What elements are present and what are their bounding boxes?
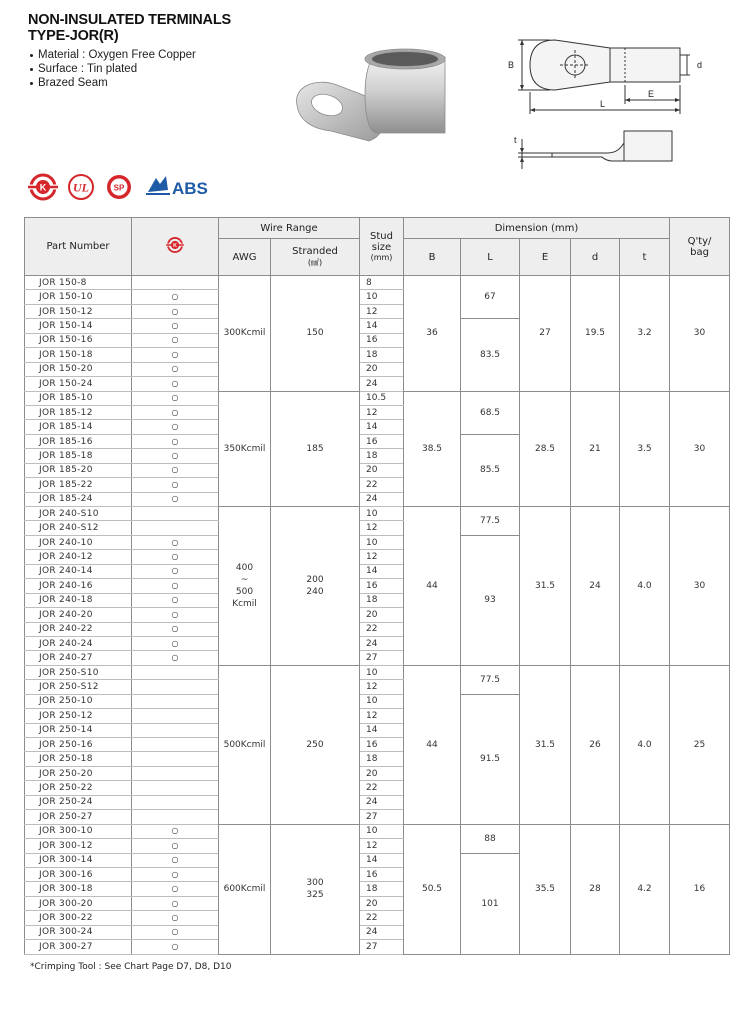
- part-number-cell: JOR 185-12: [25, 405, 132, 419]
- awg-line: 350Kcmil: [223, 443, 266, 454]
- stud-size-cell: 24: [360, 377, 404, 391]
- title-line-1: NON-INSULATED TERMINALS: [28, 12, 231, 28]
- k-mark-cell: ○: [132, 608, 219, 622]
- k-mark-cell: ○: [132, 896, 219, 910]
- dim-label-e: E: [648, 89, 655, 99]
- awg-line: 600Kcmil: [223, 884, 266, 895]
- stud-size-cell: 10: [360, 694, 404, 708]
- feature-seam: Brazed Seam: [30, 76, 196, 90]
- part-number-cell: JOR 150-16: [25, 333, 132, 347]
- svg-text:ABS: ABS: [172, 179, 208, 198]
- dim-l-cell: 91.5: [461, 694, 520, 824]
- k-mark-cell: ○: [132, 420, 219, 434]
- header-t: t: [620, 239, 670, 276]
- k-mark-cell: [132, 738, 219, 752]
- part-number-cell: JOR 250-24: [25, 795, 132, 809]
- k-mark-cell: [132, 795, 219, 809]
- stud-size-cell: 10.5: [360, 391, 404, 405]
- part-number-cell: JOR 240-27: [25, 651, 132, 665]
- k-mark-cell: ○: [132, 824, 219, 838]
- dim-l-cell: 88: [461, 824, 520, 853]
- k-mark-icon: [165, 236, 185, 254]
- feature-list: [30, 48, 196, 90]
- table-row: [25, 507, 730, 521]
- stud-size-cell: 14: [360, 564, 404, 578]
- part-number-cell: JOR 300-24: [25, 925, 132, 939]
- dim-e-cell: 27: [520, 276, 571, 392]
- k-mark-cell: [132, 723, 219, 737]
- stud-size-cell: 24: [360, 492, 404, 506]
- abs-logo: [144, 172, 224, 202]
- awg-line: 500Kcmil: [223, 739, 266, 750]
- k-mark-cell: ○: [132, 391, 219, 405]
- part-number-cell: JOR 185-24: [25, 492, 132, 506]
- dim-t-cell: 3.5: [620, 391, 670, 507]
- stranded-cell: [271, 824, 360, 954]
- stranded-line: 185: [306, 443, 324, 454]
- header-b: B: [404, 239, 461, 276]
- dim-label-d: d: [697, 60, 703, 70]
- dim-b-cell: 44: [404, 665, 461, 824]
- header-k-mark: [132, 218, 219, 276]
- qty-cell: 25: [670, 665, 730, 824]
- part-number-cell: JOR 300-10: [25, 824, 132, 838]
- part-number-cell: JOR 240-10: [25, 535, 132, 549]
- dim-e-cell: 28.5: [520, 391, 571, 507]
- spec-table-body: [25, 276, 730, 955]
- stranded-line: 250: [306, 739, 324, 750]
- feature-material: Material : Oxygen Free Copper: [30, 48, 196, 62]
- k-mark-logo: [26, 172, 60, 202]
- part-number-cell: JOR 300-20: [25, 896, 132, 910]
- k-mark-cell: ○: [132, 333, 219, 347]
- k-mark-cell: ○: [132, 492, 219, 506]
- stranded-cell: [271, 665, 360, 824]
- stud-size-cell: 12: [360, 521, 404, 535]
- stud-size-cell: 12: [360, 304, 404, 318]
- k-mark-cell: ○: [132, 579, 219, 593]
- svg-text:K: K: [39, 182, 47, 193]
- stranded-cell: [271, 276, 360, 392]
- k-mark-cell: [132, 680, 219, 694]
- stud-size-cell: 20: [360, 362, 404, 376]
- svg-text:SP: SP: [113, 183, 125, 193]
- stud-size-cell: 12: [360, 709, 404, 723]
- svg-text:K: K: [173, 243, 177, 250]
- awg-line: 500: [235, 586, 254, 597]
- dim-l-cell: 67: [461, 276, 520, 319]
- k-mark-cell: ○: [132, 651, 219, 665]
- stud-size-cell: 27: [360, 651, 404, 665]
- k-mark-cell: ○: [132, 853, 219, 867]
- stud-size-cell: 22: [360, 478, 404, 492]
- stud-size-cell: 27: [360, 810, 404, 824]
- k-mark-cell: [132, 709, 219, 723]
- k-mark-cell: ○: [132, 377, 219, 391]
- dim-d-cell: 19.5: [571, 276, 620, 392]
- stud-size-cell: 10: [360, 290, 404, 304]
- header-wire-range: Wire Range: [219, 218, 360, 239]
- stud-size-cell: 24: [360, 925, 404, 939]
- dim-b-cell: 50.5: [404, 824, 461, 954]
- stud-size-cell: 27: [360, 940, 404, 954]
- dim-d-cell: 26: [571, 665, 620, 824]
- stranded-line: 150: [306, 328, 324, 339]
- part-number-cell: JOR 150-24: [25, 377, 132, 391]
- k-mark-cell: ○: [132, 925, 219, 939]
- dim-b-cell: 38.5: [404, 391, 461, 507]
- k-mark-cell: ○: [132, 839, 219, 853]
- part-number-cell: JOR 185-20: [25, 463, 132, 477]
- svg-text:UL: UL: [73, 180, 89, 195]
- k-mark-cell: [132, 810, 219, 824]
- stud-size-cell: 20: [360, 766, 404, 780]
- k-mark-cell: [132, 507, 219, 521]
- stud-size-cell: 16: [360, 333, 404, 347]
- part-number-cell: JOR 150-18: [25, 348, 132, 362]
- header-awg: AWG: [219, 239, 271, 276]
- k-mark-cell: ○: [132, 867, 219, 881]
- dim-label-l: L: [600, 99, 606, 109]
- k-mark-cell: [132, 276, 219, 290]
- k-mark-cell: ○: [132, 535, 219, 549]
- part-number-cell: JOR 185-18: [25, 449, 132, 463]
- k-mark-cell: ○: [132, 564, 219, 578]
- dim-d-cell: 21: [571, 391, 620, 507]
- k-mark-cell: ○: [132, 636, 219, 650]
- stud-size-cell: 18: [360, 752, 404, 766]
- part-number-cell: JOR 250-S12: [25, 680, 132, 694]
- qty-cell: 30: [670, 391, 730, 507]
- k-mark-cell: ○: [132, 319, 219, 333]
- header-dimension: Dimension (mm): [404, 218, 670, 239]
- table-row: [25, 665, 730, 679]
- dim-l-cell: 77.5: [461, 507, 520, 536]
- stud-size-cell: 10: [360, 535, 404, 549]
- part-number-cell: JOR 150-20: [25, 362, 132, 376]
- k-mark-cell: [132, 665, 219, 679]
- part-number-cell: JOR 240-20: [25, 608, 132, 622]
- k-mark-cell: [132, 521, 219, 535]
- k-mark-cell: ○: [132, 622, 219, 636]
- stud-size-cell: 12: [360, 680, 404, 694]
- k-mark-cell: ○: [132, 940, 219, 954]
- k-mark-cell: [132, 752, 219, 766]
- part-number-cell: JOR 250-S10: [25, 665, 132, 679]
- k-mark-cell: ○: [132, 478, 219, 492]
- k-mark-cell: ○: [132, 304, 219, 318]
- part-number-cell: JOR 240-16: [25, 579, 132, 593]
- dim-l-cell: 101: [461, 853, 520, 954]
- awg-cell: [219, 824, 271, 954]
- k-mark-cell: ○: [132, 463, 219, 477]
- awg-cell: [219, 665, 271, 824]
- spec-table: [24, 217, 730, 955]
- stranded-line: 325: [306, 890, 324, 901]
- k-mark-cell: [132, 766, 219, 780]
- awg-line: Kcmil: [232, 598, 257, 609]
- stud-size-cell: 8: [360, 276, 404, 290]
- stud-size-cell: 22: [360, 622, 404, 636]
- part-number-cell: JOR 150-8: [25, 276, 132, 290]
- table-row: [25, 391, 730, 405]
- stud-size-cell: 10: [360, 824, 404, 838]
- part-number-cell: JOR 250-16: [25, 738, 132, 752]
- stranded-cell: [271, 391, 360, 507]
- stud-size-cell: 16: [360, 434, 404, 448]
- stranded-line: 200: [306, 574, 324, 585]
- part-number-cell: JOR 240-18: [25, 593, 132, 607]
- part-number-cell: JOR 250-10: [25, 694, 132, 708]
- dim-t-cell: 4.0: [620, 507, 670, 666]
- part-number-cell: JOR 240-S10: [25, 507, 132, 521]
- part-number-cell: JOR 250-14: [25, 723, 132, 737]
- dim-e-cell: 35.5: [520, 824, 571, 954]
- part-number-cell: JOR 185-10: [25, 391, 132, 405]
- part-number-cell: JOR 240-14: [25, 564, 132, 578]
- table-row: [25, 824, 730, 838]
- k-mark-cell: [132, 694, 219, 708]
- part-number-cell: JOR 250-22: [25, 781, 132, 795]
- dim-label-b: B: [508, 60, 515, 70]
- part-number-cell: JOR 300-16: [25, 867, 132, 881]
- part-number-cell: JOR 300-22: [25, 911, 132, 925]
- header-l: L: [461, 239, 520, 276]
- terminal-photo: [285, 35, 465, 150]
- stud-size-cell: 14: [360, 723, 404, 737]
- part-number-cell: JOR 250-12: [25, 709, 132, 723]
- part-number-cell: JOR 240-S12: [25, 521, 132, 535]
- part-number-cell: JOR 250-18: [25, 752, 132, 766]
- header-stranded: Stranded (㎟): [271, 239, 360, 276]
- qty-cell: 30: [670, 276, 730, 392]
- dim-l-cell: 83.5: [461, 319, 520, 391]
- part-number-cell: JOR 240-24: [25, 636, 132, 650]
- stud-size-cell: 10: [360, 665, 404, 679]
- stud-size-cell: 24: [360, 636, 404, 650]
- ul-logo: [66, 172, 96, 202]
- stud-size-cell: 18: [360, 882, 404, 896]
- dim-t-cell: 4.2: [620, 824, 670, 954]
- k-mark-cell: ○: [132, 348, 219, 362]
- header-part-number: Part Number: [25, 218, 132, 276]
- dim-d-cell: 24: [571, 507, 620, 666]
- stud-size-cell: 18: [360, 593, 404, 607]
- dim-b-cell: 44: [404, 507, 461, 666]
- dim-label-t: t: [514, 135, 517, 145]
- dim-b-cell: 36: [404, 276, 461, 392]
- stud-size-cell: 12: [360, 550, 404, 564]
- k-mark-cell: ○: [132, 434, 219, 448]
- k-mark-cell: ○: [132, 362, 219, 376]
- side-view-drawing: [512, 125, 682, 170]
- part-number-cell: JOR 240-12: [25, 550, 132, 564]
- header-d: d: [571, 239, 620, 276]
- k-mark-cell: ○: [132, 405, 219, 419]
- dim-l-cell: 77.5: [461, 665, 520, 694]
- stud-size-cell: 18: [360, 348, 404, 362]
- part-number-cell: JOR 240-22: [25, 622, 132, 636]
- stud-size-cell: 24: [360, 795, 404, 809]
- part-number-cell: JOR 150-12: [25, 304, 132, 318]
- part-number-cell: JOR 185-16: [25, 434, 132, 448]
- stud-size-cell: 14: [360, 853, 404, 867]
- qty-cell: 30: [670, 507, 730, 666]
- part-number-cell: JOR 300-14: [25, 853, 132, 867]
- k-mark-cell: ○: [132, 593, 219, 607]
- dim-l-cell: 68.5: [461, 391, 520, 434]
- awg-cell: [219, 507, 271, 666]
- awg-line: 300Kcmil: [223, 328, 266, 339]
- awg-line: ~: [240, 574, 249, 585]
- qty-cell: 16: [670, 824, 730, 954]
- stud-size-cell: 14: [360, 319, 404, 333]
- k-mark-cell: ○: [132, 290, 219, 304]
- stranded-cell: [271, 507, 360, 666]
- stud-size-cell: 20: [360, 896, 404, 910]
- stud-size-cell: 12: [360, 839, 404, 853]
- dim-l-cell: 93: [461, 535, 520, 665]
- dim-t-cell: 4.0: [620, 665, 670, 824]
- stud-size-cell: 22: [360, 911, 404, 925]
- title-line-2: TYPE-JOR(R): [28, 28, 119, 44]
- header-qty-bag: Q'ty/ bag: [670, 218, 730, 276]
- k-mark-cell: ○: [132, 911, 219, 925]
- stud-size-cell: 16: [360, 738, 404, 752]
- header-e: E: [520, 239, 571, 276]
- dim-l-cell: 85.5: [461, 434, 520, 506]
- awg-cell: [219, 391, 271, 507]
- stud-size-cell: 16: [360, 579, 404, 593]
- product-title: [28, 12, 231, 44]
- k-mark-cell: ○: [132, 550, 219, 564]
- part-number-cell: JOR 300-27: [25, 940, 132, 954]
- awg-cell: [219, 276, 271, 392]
- stud-size-cell: 14: [360, 420, 404, 434]
- part-number-cell: JOR 185-14: [25, 420, 132, 434]
- stranded-line: 240: [306, 586, 324, 597]
- table-row: [25, 276, 730, 290]
- top-view-drawing: [500, 30, 720, 120]
- k-mark-cell: [132, 781, 219, 795]
- stud-size-cell: 20: [360, 608, 404, 622]
- stud-size-cell: 22: [360, 781, 404, 795]
- part-number-cell: JOR 250-20: [25, 766, 132, 780]
- k-mark-cell: ○: [132, 882, 219, 896]
- feature-surface: Surface : Tin plated: [30, 62, 196, 76]
- stud-size-cell: 18: [360, 449, 404, 463]
- crimping-tool-footnote: *Crimping Tool : See Chart Page D7, D8, D10: [30, 962, 232, 972]
- part-number-cell: JOR 300-18: [25, 882, 132, 896]
- part-number-cell: JOR 300-12: [25, 839, 132, 853]
- header-stud-size: Stud size (mm): [360, 218, 404, 276]
- dim-d-cell: 28: [571, 824, 620, 954]
- stud-size-cell: 20: [360, 463, 404, 477]
- part-number-cell: JOR 250-27: [25, 810, 132, 824]
- stud-size-cell: 10: [360, 507, 404, 521]
- part-number-cell: JOR 150-14: [25, 319, 132, 333]
- k-mark-cell: ○: [132, 449, 219, 463]
- dim-t-cell: 3.2: [620, 276, 670, 392]
- part-number-cell: JOR 185-22: [25, 478, 132, 492]
- stud-size-cell: 16: [360, 867, 404, 881]
- dim-e-cell: 31.5: [520, 665, 571, 824]
- dim-e-cell: 31.5: [520, 507, 571, 666]
- part-number-cell: JOR 150-10: [25, 290, 132, 304]
- stud-size-cell: 12: [360, 405, 404, 419]
- awg-line: 400: [235, 562, 254, 573]
- csa-logo: [104, 172, 134, 202]
- stranded-line: 300: [306, 878, 324, 889]
